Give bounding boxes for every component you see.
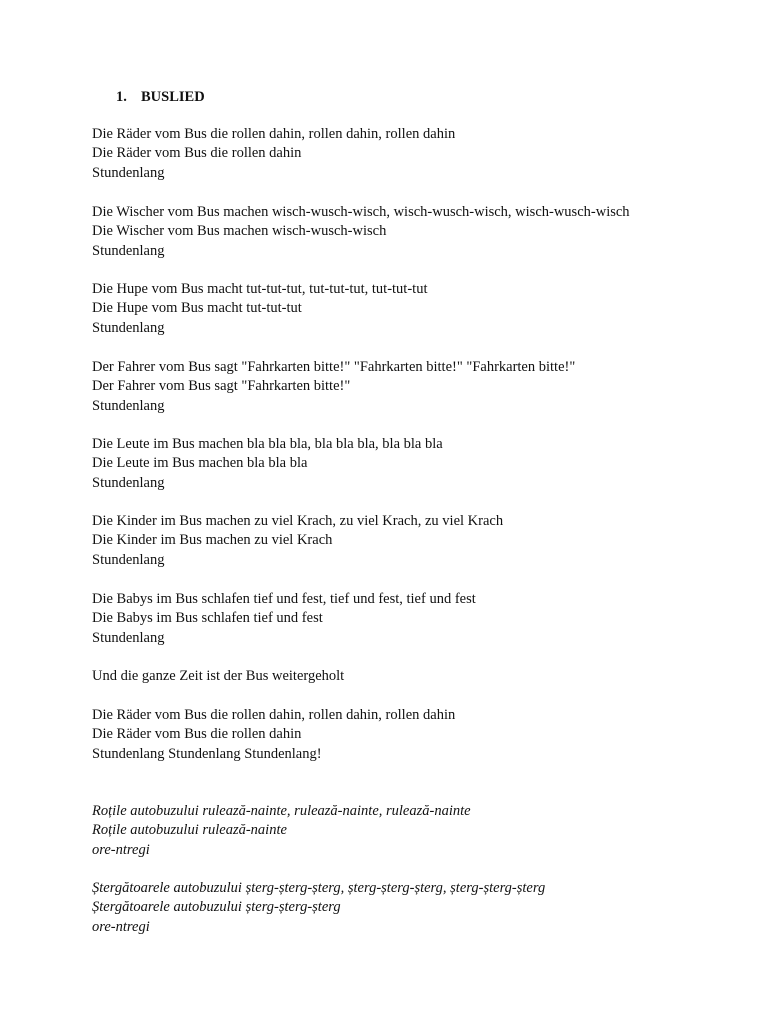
stanza-bridge: [92, 667, 344, 686]
stanza-line: Die Räder vom Bus die rollen dahin: [92, 145, 302, 162]
stanza-line: Die Babys im Bus schlafen tief und fest, tief und fest, tief und fest: [92, 591, 476, 607]
stanza-line: Die Hupe vom Bus macht tut-tut-tut: [92, 300, 302, 317]
stanza-line: Stundenlang: [92, 551, 165, 568]
stanza-line: Die Leute im Bus machen bla bla bla: [92, 455, 308, 472]
stanza-line: Der Fahrer vom Bus sagt "Fahrkarten bitte!" "Fahrkarten bitte!" "Fahrkarten bitte!": [92, 359, 576, 375]
romanian-stanza-wipers: [92, 879, 545, 937]
stanza-line: Stundenlang: [92, 164, 165, 181]
stanza-wheels: [92, 125, 455, 183]
stanza-line: Die Hupe vom Bus macht tut-tut-tut, tut-tut-tut, tut-tut-tut: [92, 281, 428, 297]
stanza-line: Stundenlang: [92, 319, 165, 336]
stanza-children: [92, 512, 503, 570]
stanza-line: Die Kinder im Bus machen zu viel Krach, zu viel Krach, zu viel Krach: [92, 513, 504, 529]
stanza-finale: [92, 706, 455, 764]
stanza-line: Die Babys im Bus schlafen tief und fest: [92, 610, 323, 627]
stanza-line: Die Leute im Bus machen bla bla bla, bla bla bla, bla bla bla: [92, 436, 443, 452]
heading-number: 1.: [116, 89, 127, 105]
stanza-line: ore-ntregi: [92, 841, 150, 858]
romanian-stanza-wheels: [92, 802, 471, 860]
stanza-line: Stundenlang: [92, 474, 165, 491]
stanza-line: Die Räder vom Bus die rollen dahin, rollen dahin, rollen dahin: [92, 126, 456, 142]
stanza-line: Stundenlang: [92, 242, 165, 259]
stanza-line: ore-ntregi: [92, 918, 150, 935]
stanza-line: Ștergătoarele autobuzului șterg-șterg-șterg, șterg-șterg-șterg, șterg-șterg-șterg: [92, 880, 546, 896]
stanza-line: Der Fahrer vom Bus sagt "Fahrkarten bitte!": [92, 378, 351, 395]
stanza-line: Und die ganze Zeit ist der Bus weitergeholt: [92, 668, 345, 684]
stanza-line: Die Räder vom Bus die rollen dahin: [92, 726, 302, 743]
stanza-line: Die Wischer vom Bus machen wisch-wusch-wisch, wisch-wusch-wisch, wisch-wusch-wisch: [92, 204, 630, 220]
stanza-line: Die Kinder im Bus machen zu viel Krach: [92, 532, 333, 549]
stanza-horn: [92, 280, 427, 338]
stanza-wipers: [92, 203, 630, 261]
stanza-driver: [92, 358, 575, 416]
stanza-line: Stundenlang: [92, 629, 165, 646]
stanza-line: Die Wischer vom Bus machen wisch-wusch-wisch: [92, 223, 387, 240]
stanza-line: Ștergătoarele autobuzului șterg-șterg-șterg: [92, 899, 341, 916]
stanza-line: Roțile autobuzului rulează-nainte: [92, 822, 287, 839]
heading-title: BUSLIED: [141, 89, 205, 105]
song-heading: [116, 88, 205, 107]
stanza-line: Roțile autobuzului rulează-nainte, rulează-nainte, rulează-nainte: [92, 803, 471, 819]
stanza-babies: [92, 590, 476, 648]
stanza-line: Stundenlang: [92, 397, 165, 414]
stanza-people: [92, 435, 443, 493]
stanza-line: Stundenlang Stundenlang Stundenlang!: [92, 745, 322, 762]
stanza-line: Die Räder vom Bus die rollen dahin, rollen dahin, rollen dahin: [92, 707, 456, 723]
